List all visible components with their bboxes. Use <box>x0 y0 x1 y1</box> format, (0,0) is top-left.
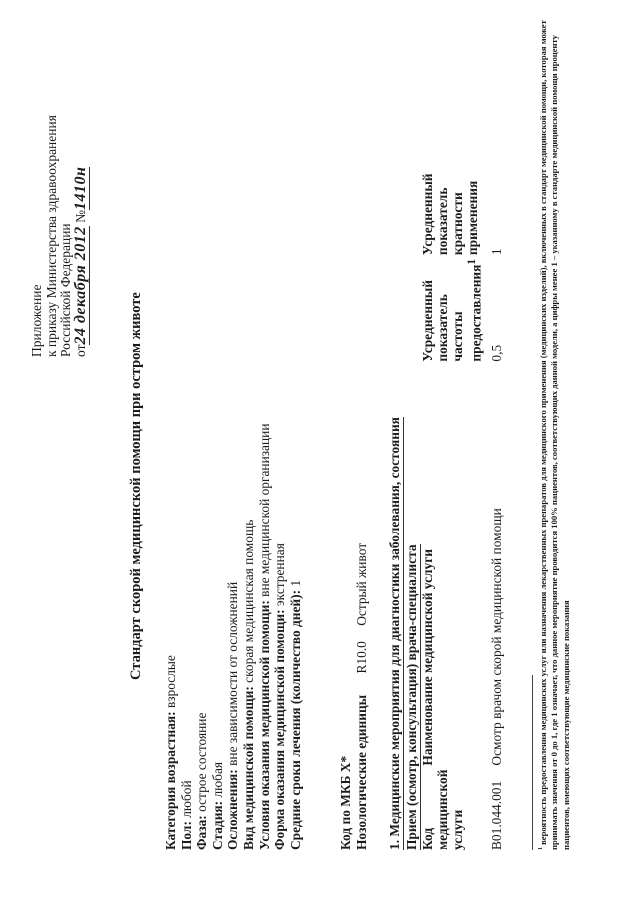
appendix-date-line <box>71 115 89 357</box>
header-name: Наименование медицинской услуги <box>420 548 435 766</box>
cell-code: B01.044.001 <box>489 780 505 850</box>
number-prefix: № <box>72 209 88 223</box>
appendix-block <box>30 115 88 357</box>
appendix-line2: к приказу Министерства здравоохранения <box>43 115 59 357</box>
meta-row: Осложнения: вне зависимости от осложнений <box>225 581 241 850</box>
meta-row: Стадия: любая <box>209 761 225 850</box>
appendix-line1: Приложение <box>29 284 44 357</box>
document-title: Стандарт скорой медицинской помощи при остром животе <box>128 292 144 680</box>
footnote-mark: 1 <box>538 847 544 850</box>
cell-frequency: 0,5 <box>489 344 505 362</box>
services-table <box>420 169 505 850</box>
footnote-text: вероятность предоставления медицинских услуг или назначения лекарственных препаратов для медицинского применения (медицинских изделий), включенных в стандарт медицинской помощи, которая может принимать значения от 0 до 1, где 1 означает, что данное мероприятие проводится 100% пациентов, соответствующих данной модели, а цифры менее 1 – указанному в стандарте медицинской помощи проценту пациентов, имеющих соответствующие медицинские показания <box>537 20 571 850</box>
date-signature: 24 декабря 2012 <box>71 226 89 345</box>
cell-name: Осмотр врачом скорой медицинской помощи <box>489 508 505 766</box>
footnote <box>536 0 572 850</box>
icd-block <box>338 543 370 850</box>
appendix-line3: Российской Федерации <box>58 223 73 357</box>
date-prefix: от <box>72 344 88 357</box>
subsection-title: Прием (осмотр, консультация) врача-специалиста <box>404 544 419 850</box>
meta-list <box>163 424 303 851</box>
icd-code: R10.0 <box>354 641 369 674</box>
header-frequency: Усредненный показатель частоты предоставления$^1$ <box>420 259 484 362</box>
meta-row: Форма оказания медицинской помощи: экстренная <box>272 543 288 850</box>
icd-name: Острый живот <box>354 542 369 626</box>
header-multiplicity: Усредненный показатель кратности применения <box>420 173 480 256</box>
meta-row: Пол: любой <box>178 780 194 850</box>
meta-row: Категория возрастная: взрослые <box>163 655 178 850</box>
icd-row <box>354 543 370 850</box>
meta-row: Условия оказания медицинской помощи: вне медицинской организации <box>256 423 272 850</box>
meta-row: Вид медицинской помощи: скорая медицинская помощь <box>240 519 256 850</box>
table-header-row <box>420 169 483 850</box>
number-signature: 1410н <box>71 166 89 210</box>
table-row <box>483 169 505 850</box>
meta-row: Средние сроки лечения (количество дней): 1 <box>287 579 303 850</box>
header-code: Код медицинской услуги <box>420 769 465 850</box>
section-title: 1. Медицинские мероприятия для диагностики заболевания, состояния <box>387 417 402 850</box>
footnote-divider <box>532 675 533 850</box>
cell-multiplicity: 1 <box>489 248 505 256</box>
nosology-label: Нозологические единицы <box>354 694 369 850</box>
meta-row: Фаза: острое состояние <box>194 712 210 850</box>
icd-code-label: Код по МКБ X* <box>338 755 353 850</box>
